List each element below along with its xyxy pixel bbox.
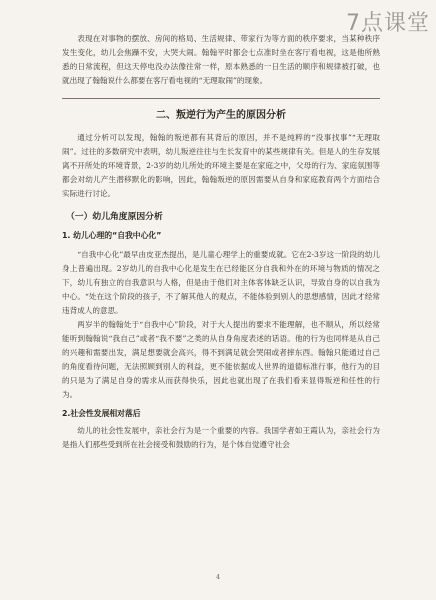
subsection-heading: （一）幼儿角度原因分析 [66,212,163,222]
item1-paragraph-2: 两岁半的翰翰处于“自我中心”阶段，对于大人提出的要求不能理解，也不顺从，所以经常能听到翰翰说“我自己”或者“我不要”之类的从自身角度表述的话语。他的行为也同样是从自己的兴趣和需要出发，满足想要就会高兴，得不到满足就会哭闹或者摔东西。翰翰只能通过自己的角度看待问题，无法照顾到别人的利益，更不能依据成人世界的道德标准行事，他行为的目的只是为了满足自身的需求从而获得快乐，因此也就出现了在我们看来显得叛逆和任性的行为。 [62,320,380,399]
item1-paragraph-1: “自我中心化”最早由皮亚杰提出，是儿童心理学上的重要成就。它在2-3岁这一阶段的幼儿身上普遍出现。2岁幼儿的自我中心化是发生在已经能区分自我和外在的环境与物质的情况之下，幼儿有独立的自我意识与人格，但是由于他们对主体客体缺乏认识，导致自身的以自我为中心。“处在这个阶段的孩子，不了解其他人的观点，不能体验到别人的思想感情，因此才经常违背成人的意思。 [62,250,380,315]
section-heading: 二、叛逆行为产生的原因分析 [62,98,380,121]
document-body [62,32,380,452]
item2-heading: 2.社会性发展相对落后 [62,409,141,418]
item1-heading: 1. 幼儿心理的“自我中心化” [62,231,162,240]
section-intro-paragraph: 通过分析可以发现，翰翰的叛逆都有其背后的原因，并不是纯粹的“没事找事”“无理取闹”。过往的多数研究中表明，幼儿叛逆往往与生长发育中的某些规律有关。但是人的生存发展离不开所处的环境背景，2-3岁的幼儿所处的环境主要是在家庭之中，父母的行为、家庭氛围等都会对幼儿产生潜移默化的影响，因此，翰翰叛逆的原因需要从自身和家庭教育两个方面结合实际进行讨论。 [62,133,380,198]
page-number: 4 [216,574,220,581]
item2-paragraph-1: 幼儿的社会性发展中，亲社会行为是一个重要的内容。我国学者如王霞认为，亲社会行为是指人们那些受到所在社会接受和鼓励的行为，是个体自觉遵守社会 [62,426,380,449]
watermark-logo: 7点课堂 [346,11,430,36]
intro-paragraph: 表现在对事物的摆放、房间的格局、生活规律、带家行为等方面的秩序要求，当某种秩序发生变化，幼儿会焦躁不安，大哭大闹。翰翰平时都会七点准时坐在客厅看电视，这是他所熟悉的日常流程，但这天停电没办法像往常一样，原本熟悉的一日生活的顺序和规律被打破，也就出现了翰翰说什么都要在客厅看电视的“无理取闹”的现象。 [62,34,380,85]
